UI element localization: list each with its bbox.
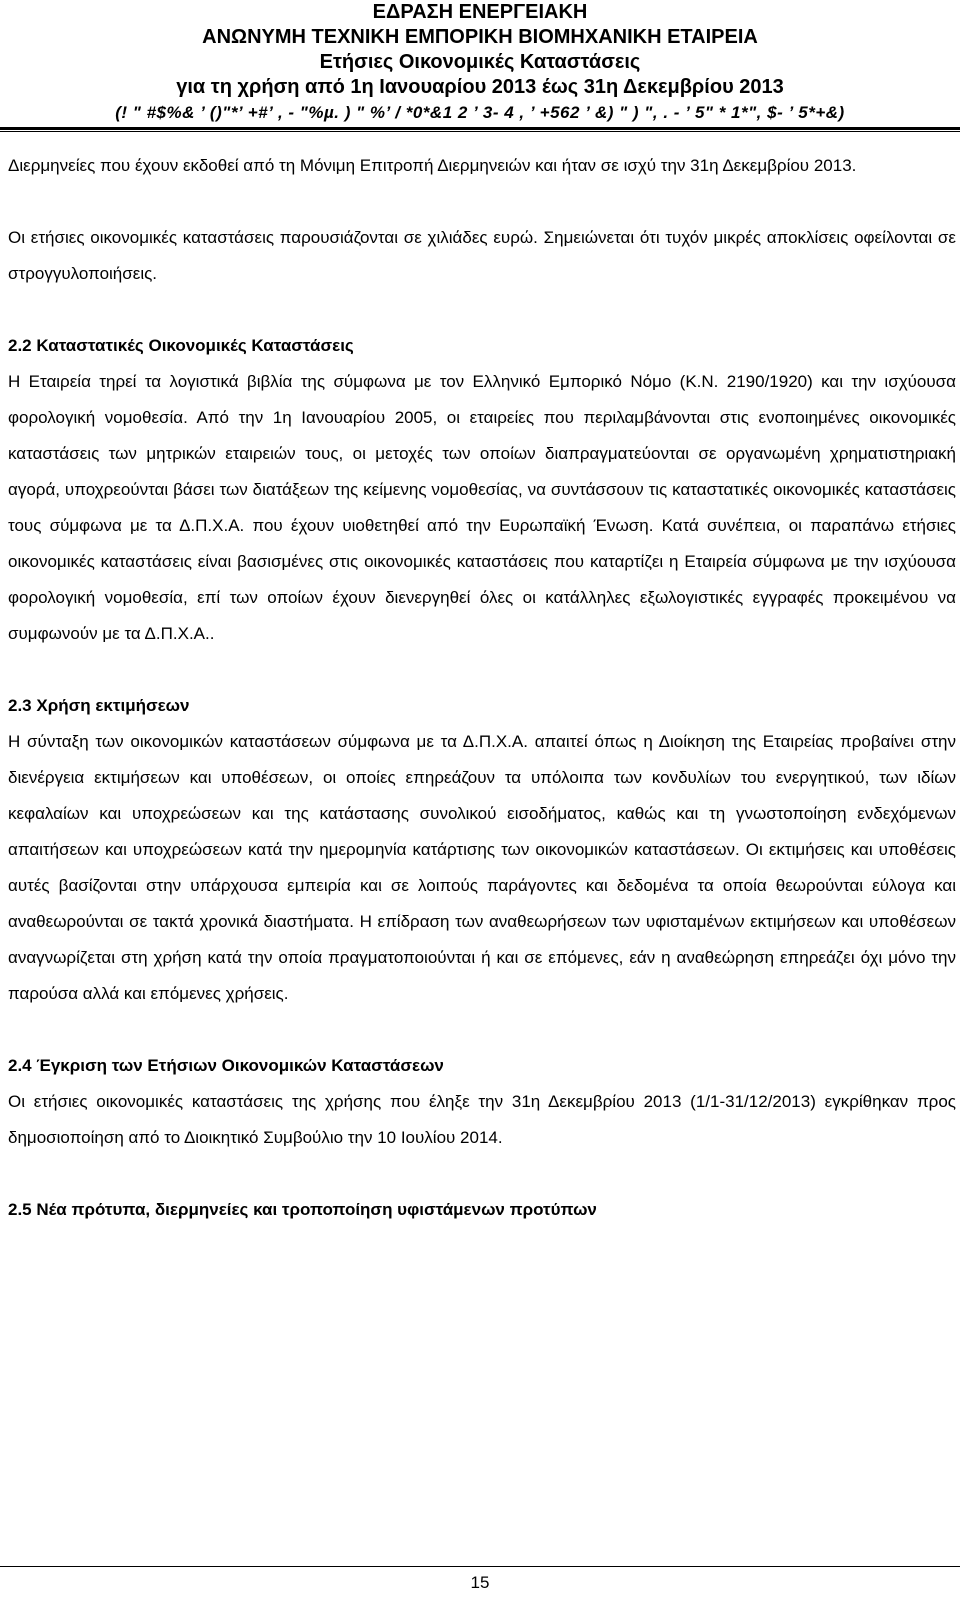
section-2-3-title: 2.3 Χρήση εκτιμήσεων [8,696,190,715]
section-2-3-text: Η σύνταξη των οικονομικών καταστάσεων σύμφωνα με τα Δ.Π.Χ.Α. απαιτεί όπως η Διοίκηση της Εταιρείας προβαίνει στην διενέργεια εκτιμήσεων και υποθέσεων, οι οποίες επηρεάζουν τα υπόλοιπα των κονδυλίων του ενεργητικού, των ιδίων κεφαλαίων και υποχρεώσεων και της κατάστασης συνολικού εισοδήματος, καθώς και τη γνωστοποίηση ενδεχόμενων απαιτήσεων και υποχρεώσεων κατά την ημερομηνία κατάρτισης των οικονομικών καταστάσεων. Οι εκτιμήσεις και υποθέσεις αυτές βασίζονται στην υπάρχουσα εμπειρία και σε λοιπούς παράγοντες και δεδομένα τα οποία θεωρούνται εύλογα και αναθεωρούνται σε τακτά χρονικά διαστήματα. Η επίδραση των αναθεωρήσεων των υφισταμένων εκτιμήσεων και υποθέσεων αναγνωρίζεται στη χρήση κατά την οποία πραγματοποιούνται ή και σε επόμενες, εάν η αναθεώρηση επηρεάζει όχι μόνο την παρούσα αλλά και επόμενες χρήσεις. [8,732,956,1003]
garbled-subtitle: (! " #$%& ’ ()"*’ +#’ , - "%µ. ) " %’ / *0*&1 2 ’ 3- 4 , ’ +562 ’ &) " ) ", . - ’ 5" * 1*", $- ’ 5*+&) [115,103,845,122]
header-divider-thick [0,127,960,130]
page-header [0,0,960,125]
paragraph-interpretations: Διερμηνείες που έχουν εκδοθεί από τη Μόνιμη Επιτροπή Διερμηνειών και ήταν σε ισχύ την 31η Δεκεμβρίου 2013. [8,156,857,175]
document-body [8,148,956,1228]
section-2-2-title: 2.2 Καταστατικές Οικονομικές Καταστάσεις [8,336,354,355]
section-2-5-title: 2.5 Νέα πρότυπα, διερμηνείες και τροποποίηση υφιστάμενων προτύπων [8,1200,597,1219]
page-number: 15 [470,1573,490,1592]
company-full-name: ΑΝΩΝΥΜΗ ΤΕΧΝΙΚΗ ΕΜΠΟΡΙΚΗ ΒΙΟΜΗΧΑΝΙΚΗ ΕΤΑΙΡΕΙΑ [202,26,758,48]
reporting-period: για τη χρήση από 1η Ιανουαρίου 2013 έως 31η Δεκεμβρίου 2013 [176,76,784,98]
section-2-4-text: Οι ετήσιες οικονομικές καταστάσεις της χρήσης που έληξε την 31η Δεκεμβρίου 2013 (1/1-31/12/2013) εγκρίθηκαν προς δημοσιοποίηση από το Διοικητικό Συμβούλιο την 10 Ιουλίου 2014. [8,1092,956,1147]
section-2-4-title: 2.4 Έγκριση των Ετήσιων Οικονομικών Καταστάσεων [8,1056,444,1075]
footer-divider [0,1566,960,1567]
section-2-2-text: Η Εταιρεία τηρεί τα λογιστικά βιβλία της σύμφωνα με τον Ελληνικό Εμπορικό Νόμο (Κ.Ν. 2190/1920) και την ισχύουσα φορολογική νομοθεσία. Από την 1η Ιανουαρίου 2005, οι εταιρείες που περιλαμβάνονται στις ενοποιημένες οικονομικές καταστάσεις των μητρικών εταιρειών τους, οι μετοχές των οποίων διαπραγματεύονται σε οργανωμένη χρηματιστηριακή αγορά, υποχρεούνται βάσει των διατάξεων της κείμενης νομοθεσίας, να συντάσσουν τις καταστατικές οικονομικές καταστάσεις τους σύμφωνα με τα Δ.Π.Χ.Α. που έχουν υιοθετηθεί από την Ευρωπαϊκή Ένωση. Κατά συνέπεια, οι παραπάνω ετήσιες οικονομικές καταστάσεις είναι βασισμένες στις οικονομικές καταστάσεις που καταρτίζει η Εταιρεία σύμφωνα με την ισχύουσα φορολογική νομοθεσία, επί των οποίων έχουν διενεργηθεί όλες οι κατάλληλες εξωλογιστικές εγγραφές προκειμένου να συμφωνούν με τα Δ.Π.Χ.Α.. [8,372,956,643]
paragraph-currency: Οι ετήσιες οικονομικές καταστάσεις παρουσιάζονται σε χιλιάδες ευρώ. Σημειώνεται ότι τυχόν μικρές αποκλίσεις οφείλονται σε στρογγυλοποιήσεις. [8,228,956,283]
company-name: ΕΔΡΑΣΗ ΕΝΕΡΓΕΙΑΚΗ [372,1,588,23]
header-divider-thin [0,131,960,132]
document-title: Ετήσιες Οικονομικές Καταστάσεις [319,51,641,73]
